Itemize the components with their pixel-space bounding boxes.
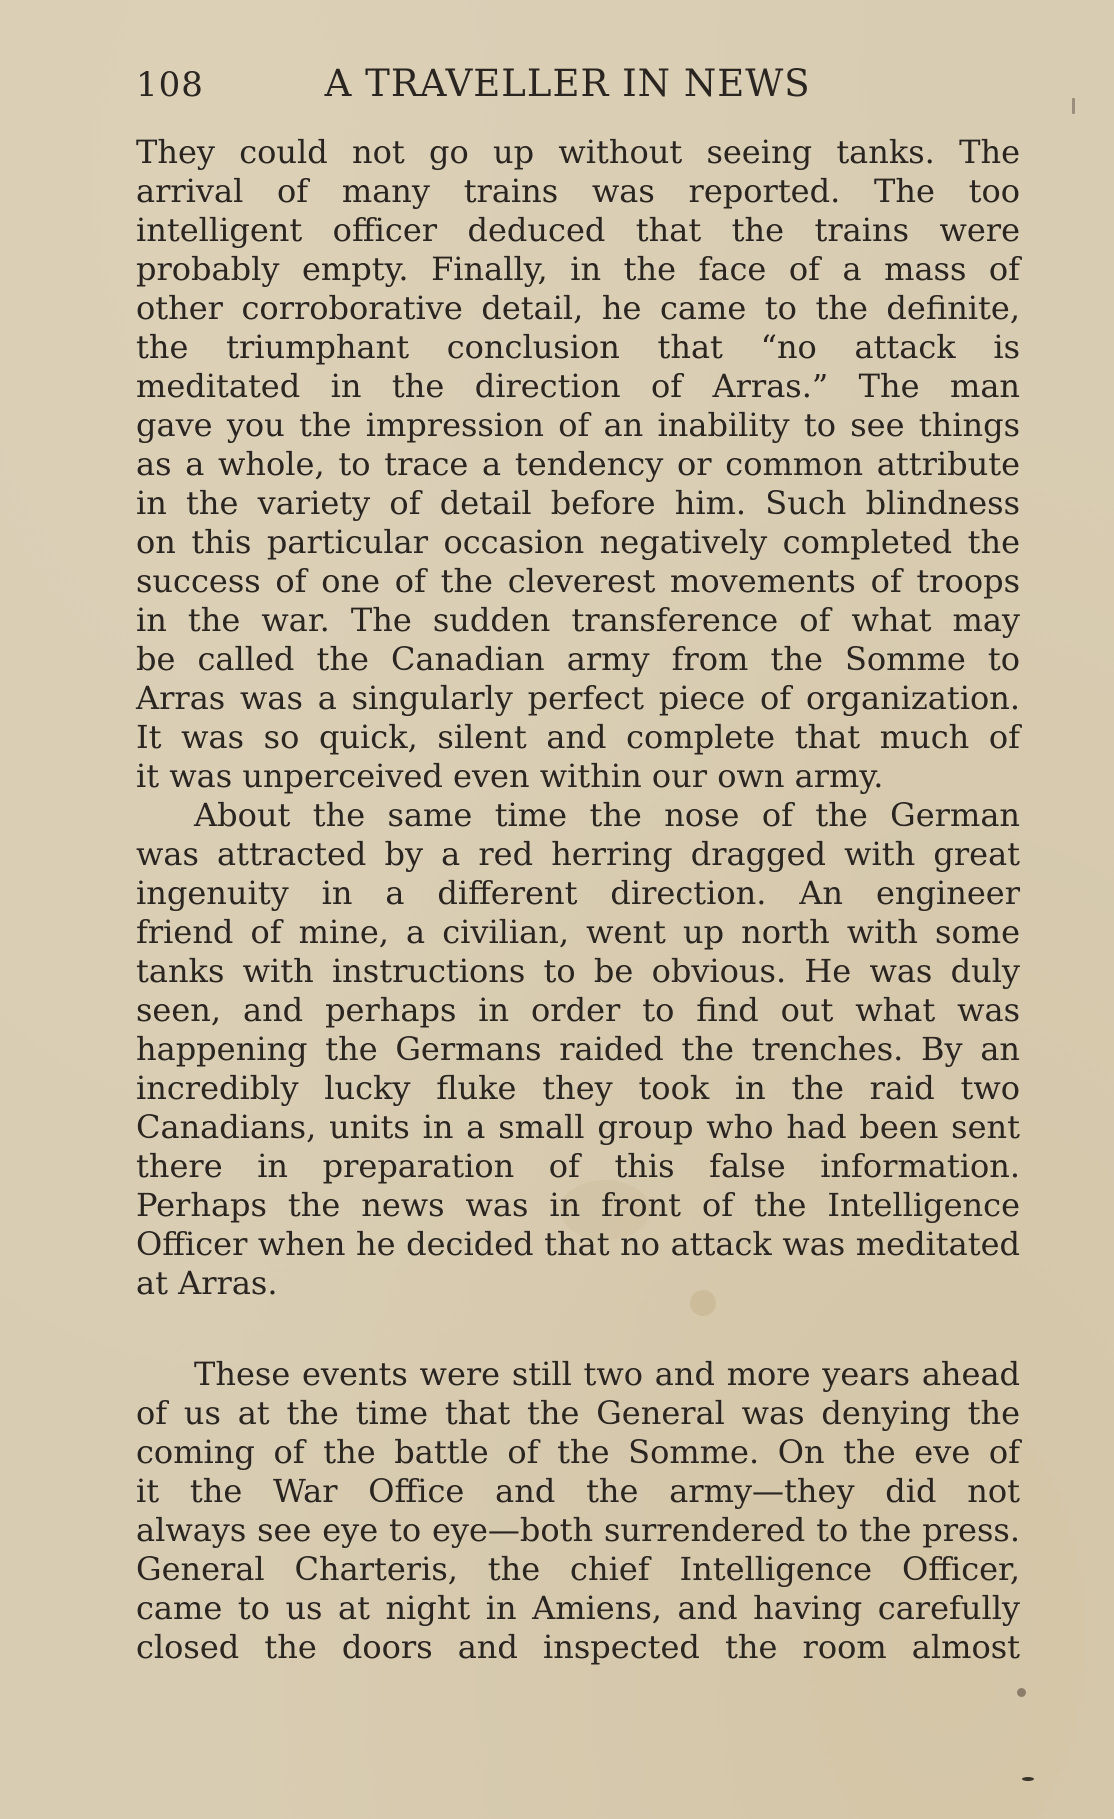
text-line: General Charteris, the chief Intelligence Officer, bbox=[136, 1550, 1020, 1588]
text-line: These events were still two and more years ahead bbox=[194, 1355, 1020, 1393]
text-line: coming of the battle of the Somme. On the eve of bbox=[136, 1433, 1020, 1471]
text-line: ingenuity in a different direction. An engineer bbox=[136, 874, 1020, 912]
paper-speck bbox=[1072, 98, 1075, 114]
text-line: closed the doors and inspected the room almost bbox=[136, 1628, 1020, 1666]
text-line: success of one of the cleverest movements of troops bbox=[136, 562, 1020, 600]
text-line: They could not go up without seeing tanks. The bbox=[136, 133, 1020, 171]
text-line: probably empty. Finally, in the face of a mass of bbox=[136, 250, 1020, 288]
text-line: on this particular occasion negatively completed the bbox=[136, 523, 1020, 561]
text-line: meditated in the direction of Arras.” The man bbox=[136, 367, 1020, 405]
paper-speck bbox=[1022, 1777, 1034, 1781]
body-text bbox=[136, 133, 1020, 1667]
text-line: came to us at night in Amiens, and having carefully bbox=[136, 1589, 1020, 1627]
text-line: of us at the time that the General was denying the bbox=[136, 1394, 1020, 1432]
paragraph-2 bbox=[136, 796, 1020, 1303]
text-line: About the same time the nose of the German bbox=[194, 796, 1020, 834]
page-number: 108 bbox=[136, 65, 204, 105]
text-line: always see eye to eye—both surrendered to the press. bbox=[136, 1511, 1020, 1549]
running-title: A TRAVELLER IN NEWS bbox=[324, 62, 811, 105]
text-line: as a whole, to trace a tendency or common attribute bbox=[136, 445, 1020, 483]
text-line: other corroborative detail, he came to the definite, bbox=[136, 289, 1020, 327]
text-line: it was unperceived even within our own army. bbox=[136, 757, 884, 795]
text-line: friend of mine, a civilian, went up north with some bbox=[136, 913, 1020, 951]
section-break bbox=[136, 1303, 1020, 1355]
text-line: arrival of many trains was reported. The too bbox=[136, 172, 1020, 210]
text-line: Canadians, units in a small group who had been sent bbox=[136, 1108, 1020, 1146]
text-line: at Arras. bbox=[136, 1264, 278, 1302]
text-line: Arras was a singularly perfect piece of organization. bbox=[136, 679, 1020, 717]
text-line: was attracted by a red herring dragged with great bbox=[136, 835, 1020, 873]
text-line: happening the Germans raided the trenches. By an bbox=[136, 1030, 1020, 1068]
text-line: Perhaps the news was in front of the Intelligence bbox=[136, 1186, 1020, 1224]
text-line: there in preparation of this false information. bbox=[136, 1147, 1020, 1185]
paragraph-3 bbox=[136, 1355, 1020, 1667]
text-line: it the War Office and the army—they did not bbox=[136, 1472, 1020, 1510]
text-line: in the variety of detail before him. Such blindness bbox=[136, 484, 1020, 522]
text-line: incredibly lucky fluke they took in the raid two bbox=[136, 1069, 1020, 1107]
text-line: in the war. The sudden transference of what may bbox=[136, 601, 1020, 639]
running-head bbox=[136, 62, 1020, 106]
text-line: intelligent officer deduced that the trains were bbox=[136, 211, 1020, 249]
text-line: be called the Canadian army from the Somme to bbox=[136, 640, 1020, 678]
paragraph-1 bbox=[136, 133, 1020, 796]
paper-speck bbox=[1017, 1688, 1026, 1697]
text-line: gave you the impression of an inability to see things bbox=[136, 406, 1020, 444]
text-line: It was so quick, silent and complete that much of bbox=[136, 718, 1020, 756]
text-line: tanks with instructions to be obvious. He was duly bbox=[136, 952, 1020, 990]
text-line: Officer when he decided that no attack was meditated bbox=[136, 1225, 1020, 1263]
text-line: the triumphant conclusion that “no attack is bbox=[136, 328, 1020, 366]
text-line: seen, and perhaps in order to find out what was bbox=[136, 991, 1020, 1029]
